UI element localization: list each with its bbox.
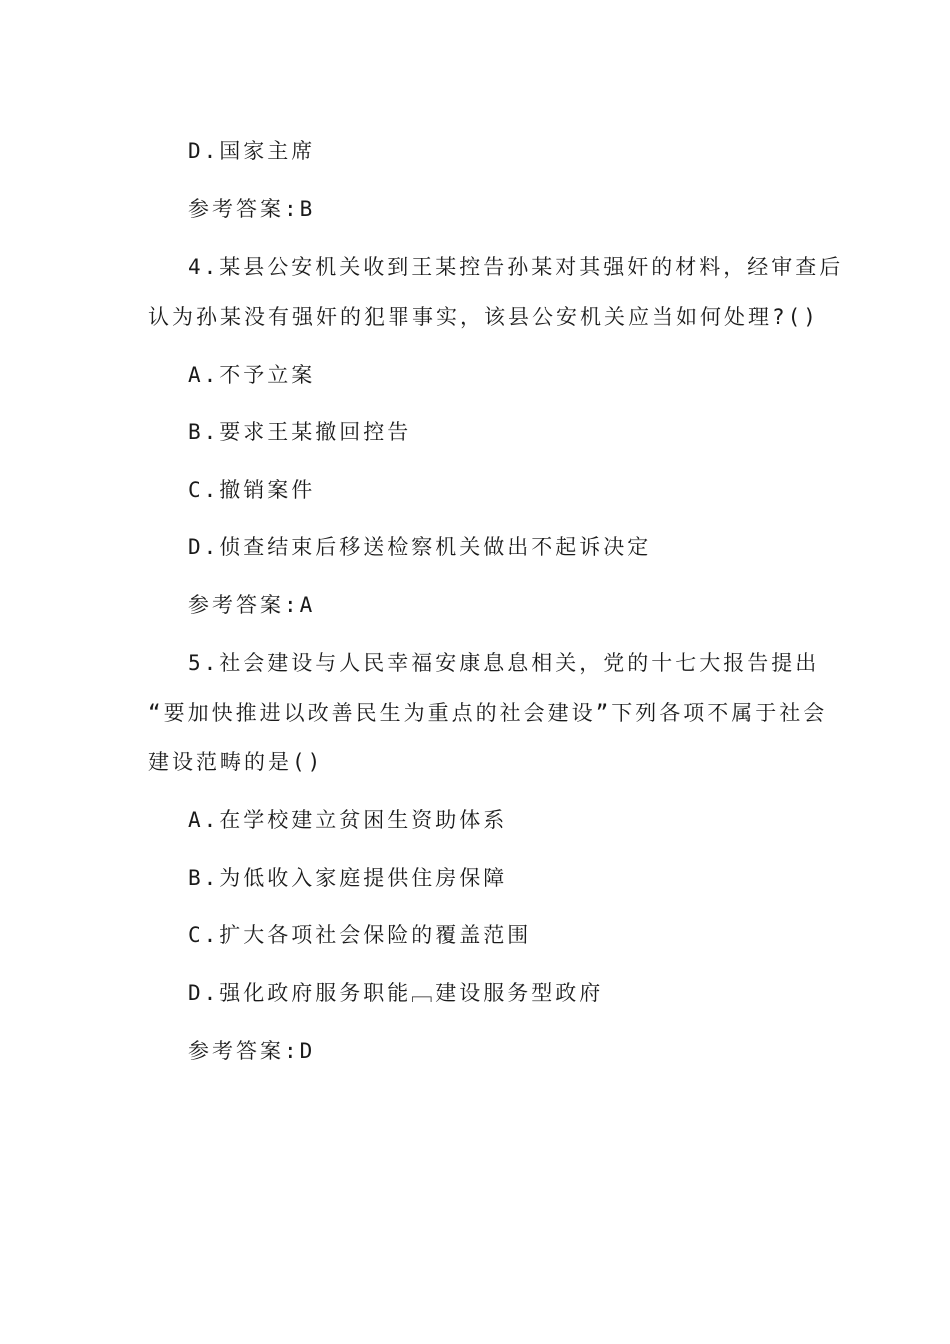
q5-option-a: A.在学校建立贫困生资助体系 [188, 808, 508, 832]
q4-answer: 参考答案:A [188, 593, 316, 617]
q5-stem-line2: “要加快推进以改善民生为重点的社会建设”下列各项不属于社会 [148, 701, 828, 725]
q4-stem-line2: 认为孙某没有强奸的犯罪事实，该县公安机关应当如何处理?() [148, 305, 819, 329]
q4-option-c: C.撤销案件 [188, 478, 316, 502]
q4-option-d: D.侦查结束后移送检察机关做出不起诉决定 [188, 535, 652, 559]
q3-answer: 参考答案:B [188, 197, 316, 221]
q5-option-c: C.扩大各项社会保险的覆盖范围 [188, 923, 532, 947]
q5-answer: 参考答案:D [188, 1039, 316, 1063]
q4-option-a: A.不予立案 [188, 363, 316, 387]
q4-stem-line1: 4.某县公安机关收到王某控告孙某对其强奸的材料，经审查后 [188, 255, 844, 279]
q5-option-b: B.为低收入家庭提供住房保障 [188, 866, 508, 890]
q5-stem-line3: 建设范畴的是() [148, 750, 324, 774]
q4-option-b: B.要求王某撤回控告 [188, 420, 412, 444]
q5-stem-line1: 5.社会建设与人民幸福安康息息相关，党的十七大报告提出 [188, 651, 820, 675]
q5-option-d: D.强化政府服务职能﹇建设服务型政府 [188, 981, 604, 1005]
q3-option-d: D.国家主席 [188, 139, 316, 163]
